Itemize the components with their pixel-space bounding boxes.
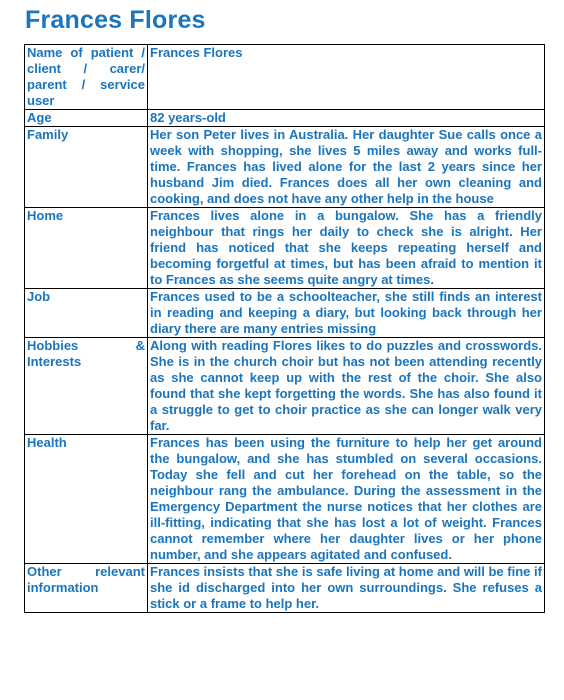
row-value: Frances lives alone in a bungalow. She has a friendly neighbour that rings her daily to check she is alright. Her friend has noticed that she keeps repeating herself and becoming forgetful at times, but has been afraid to mention it to Frances as she seems quite angry at times. (148, 208, 545, 289)
row-value: Along with reading Flores likes to do puzzles and crosswords. She is in the church choir but has not been attending recently as she cannot keep up with the rest of the choir. She also found that she kept forgetting the words. She has also found it a struggle to get to choir practice as she can longer walk very far. (148, 338, 545, 435)
row-label: Family (25, 127, 148, 208)
row-value: Frances Flores (148, 45, 545, 110)
table-row-age (25, 110, 545, 127)
table-row-home (25, 208, 545, 289)
table-row-hobbies (25, 338, 545, 435)
table-row-other (25, 564, 545, 613)
row-label: Home (25, 208, 148, 289)
row-value: 82 years-old (148, 110, 545, 127)
row-value: Frances used to be a schoolteacher, she still finds an interest in reading and keeping a diary, but looking back through her diary there are many entries missing (148, 289, 545, 338)
row-value: Her son Peter lives in Australia. Her daughter Sue calls once a week with shopping, she lives 5 miles away and works full-time. Frances has lived alone for the last 2 years since her husband Jim died. Frances does all her own cleaning and cooking, and does not have any other help in the house (148, 127, 545, 208)
table-row-name (25, 45, 545, 110)
row-label: Other relevant information (25, 564, 148, 613)
patient-profile-table (24, 44, 545, 613)
row-label: Health (25, 435, 148, 564)
table-row-health (25, 435, 545, 564)
row-label: Name of patient / client / carer/ parent / service user (25, 45, 148, 110)
row-label: Hobbies & Interests (25, 338, 148, 435)
page-title: Frances Flores (25, 6, 206, 34)
table-row-family (25, 127, 545, 208)
row-label: Age (25, 110, 148, 127)
row-value: Frances has been using the furniture to help her get around the bungalow, and she has stumbled on several occasions. Today she fell and cut her forehead on the table, so the neighbour rang the ambulance. During the assessment in the Emergency Department the nurse notices that her clothes are ill-fitting, indicating that she has lost a lot of weight. Frances cannot remember where her daughter lives or her phone number, and she appears agitated and confused. (148, 435, 545, 564)
table-row-job (25, 289, 545, 338)
row-label: Job (25, 289, 148, 338)
row-value: Frances insists that she is safe living at home and will be fine if she id discharged into her own surroundings. She refuses a stick or a frame to help her. (148, 564, 545, 613)
